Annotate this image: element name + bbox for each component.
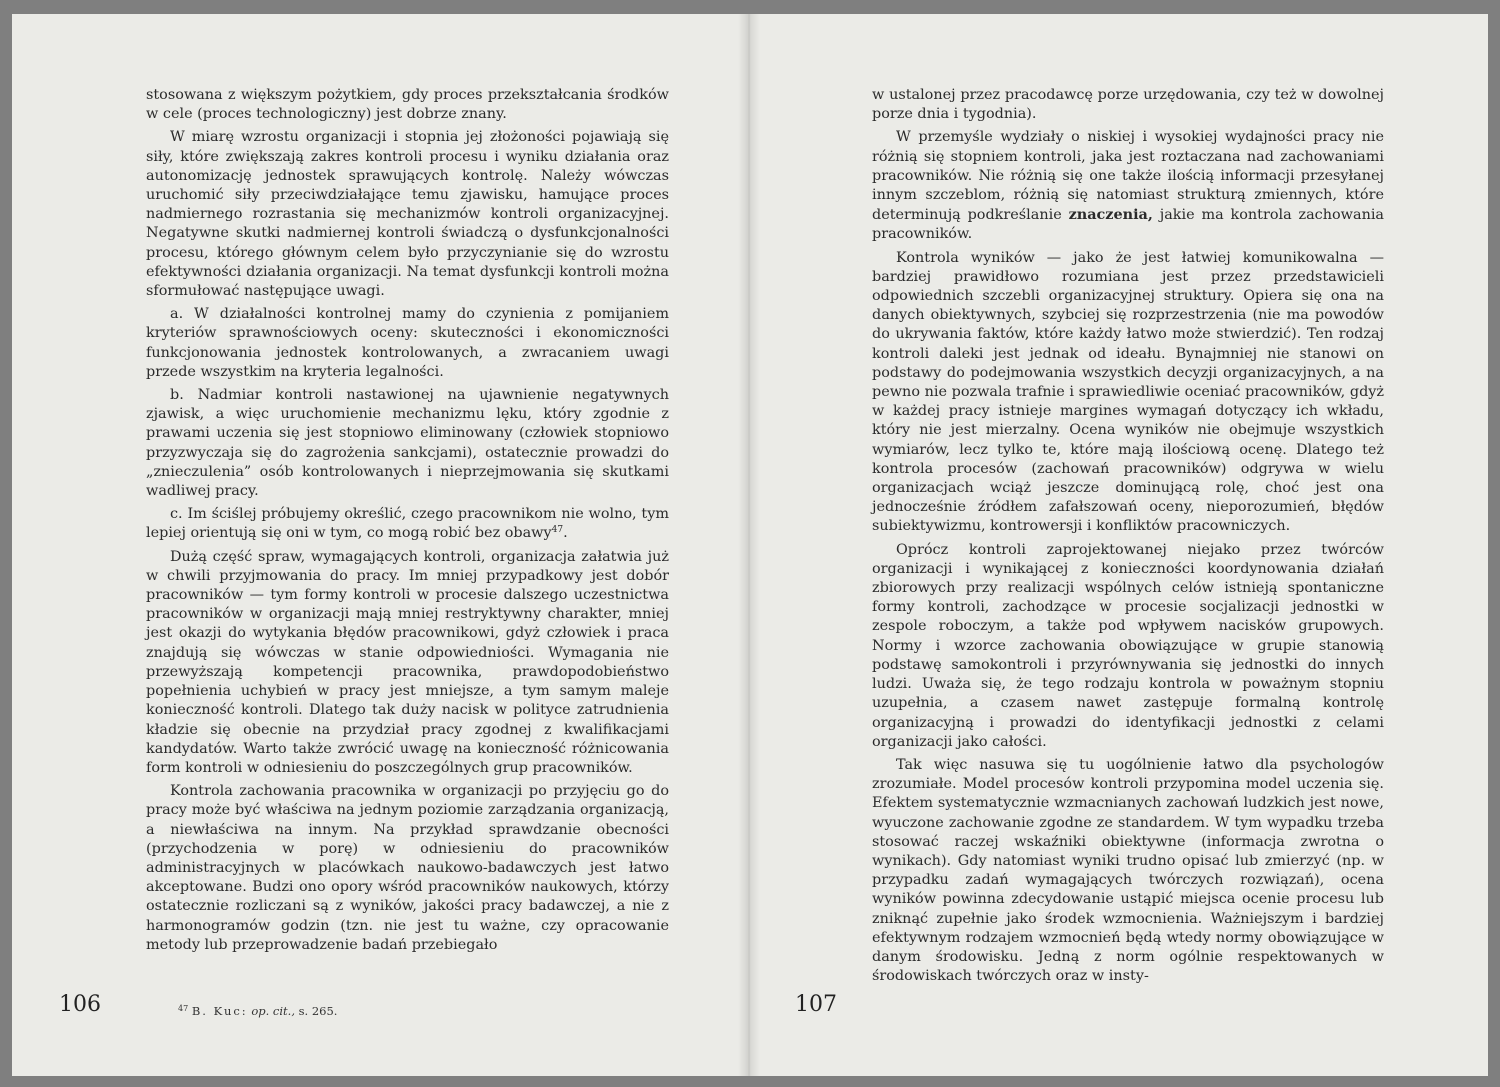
page-number-right: 107 bbox=[795, 992, 837, 1017]
paragraph: stosowana z większym pożytkiem, gdy proces przekształcania środków w cele (proces technologiczny) jest dobrze znany. bbox=[146, 87, 669, 123]
footnote-reference: op. cit., bbox=[251, 1004, 295, 1018]
footnote bbox=[178, 1004, 337, 1018]
book-gutter bbox=[738, 14, 760, 1076]
paragraph: b. Nadmiar kontroli nastawionej na ujawnienie negatywnych zjawisk, a więc uruchomienie mechanizmu lęku, który zgodnie z prawami uczenia się jest stopniowo eliminowany (człowiek stopniowo przyzwyczaja się do zagrożenia sankcjami), ostatecznie prowadzi do „znieczulenia” osób kontrolowanych i nieprzejmowania się skutkami wadliwej pracy. bbox=[146, 387, 669, 500]
paragraph bbox=[872, 128, 1384, 244]
paragraph-text: W przemyśle wydziały o niskiej i wysokiej wydajności pracy nie różnią się stopniem kontroli, jaka jest roztaczana nad zachowaniami pracowników. Nie różnią się one także ilością informacji przesyłanej innym szczeblom, różnią się natomiast strukturą zmiennych, które determinują podkreślanie bbox=[872, 129, 1384, 224]
emphasis-text: znaczenia, bbox=[1068, 206, 1153, 224]
left-page-body bbox=[146, 86, 669, 959]
paragraph-text: c. Im ściślej próbujemy określić, czego pracownikom nie wolno, tym lepiej orientują się oni w tym, co mogą robić bez obawy bbox=[146, 506, 669, 542]
footnote-number: 47 bbox=[178, 1004, 189, 1013]
footnote-mark: 47 bbox=[551, 525, 564, 536]
paragraph: Oprócz kontroli zaprojektowanej niejako przez twórców organizacji i wynikającej z konieczności koordynowania działań zbiorowych przy realizacji wspólnych celów istnieją spontaniczne formy kontroli, zachodzące w procesie socjalizacji jednostki w zespole roboczym, a także pod wpływem nacisków grupowych. Normy i wzorce zachowania obowiązujące w grupie stanowią podstawę samokontroli i przyrównywania się jednostki do innych ludzi. Uważa się, że tego rodzaju kontrola w poważnym stopniu uzupełnia, a czasem nawet zastępuje formalną kontrolę organizacyjną i prowadzi do identyfikacji jednostki z celami organizacji jako całości. bbox=[872, 541, 1384, 750]
page-number-left: 106 bbox=[59, 992, 101, 1017]
paragraph: Kontrola zachowania pracownika w organizacji po przyjęciu go do pracy może być właściwa na jednym poziomie zarządzania organizacją, a niewłaściwa na innym. Na przykład sprawdzanie obecności (przychodzenia w porę) w odniesieniu do pracowników administracyjnych w placówkach naukowo-badawczych jest łatwo akceptowane. Budzi ono opory wśród pracowników naukowych, którzy ostatecznie rozliczani są z wyników, jakości pracy badawczej, a nie z harmonogramów godzin (tzn. nie jest tu ważne, czy opracowanie metody lub przeprowadzenie badań przebiegało bbox=[146, 783, 669, 953]
paragraph: Dużą część spraw, wymagających kontroli, organizacja załatwia już w chwili przyjmowania do pracy. Im mniej przypadkowy jest dobór pracowników — tym formy kontroli w procesie dalszego uczestnictwa pracowników w organizacji mają mniej restryktywny charakter, mniej jest okazji do wytykania błędów pracownikowi, gdyż człowiek i praca znajdują się wówczas w stanie odpowiedniości. Wymagania nie przewyższają kompetencji pracownika, prawdopodobieństwo popełnienia uchybień w pracy jest mniejsze, a tym samym maleje konieczność kontroli. Dlatego tak duży nacisk w polityce zatrudnienia kładzie się obecnie na przydział pracy zgodnej z kwalifikacjami kandydatów. Warto także zwrócić uwagę na konieczność różnicowania form kontroli w odniesieniu do poszczególnych grup pracowników. bbox=[146, 548, 669, 776]
footnote-page: s. 265. bbox=[298, 1004, 338, 1018]
paragraph: Kontrola wyników — jako że jest łatwiej komunikowalna — bardziej prawidłowo rozumiana jest przez przedstawicieli odpowiednich szczebli organizacyjnej struktury. Opiera się ona na danych obiektywnych, szybciej się rozprzestrzenia (nie ma powodów do ukrywania faktów, które każdy łatwo może stwierdzić). Ten rodzaj kontroli daleki jest jednak od ideału. Bynajmniej nie stanowi on podstawy do podejmowania wszystkich decyzji organizacyjnych, a na pewno nie pozwala trafnie i sprawiedliwie oceniać pracowników, gdyż w każdej pracy istnieje margines wymagań dotyczący ich wkładu, który nie jest mierzalny. Ocena wyników nie obejmuje wszystkich wymiarów, lecz tylko te, które mają ilościową ocenę. Dlatego też kontrola procesów (zachowań pracowników) odgrywa w wielu organizacjach wciąż jeszcze dominującą rolę, choć jest ona jednocześnie źródłem zafałszowań oceny, nieporozumień, błędów subiektywizmu, kontrowersji i konfliktów pracowniczych. bbox=[872, 249, 1384, 535]
footnote-author: B. Kuc: bbox=[191, 1004, 248, 1018]
paragraph: a. W działalności kontrolnej mamy do czynienia z pomijaniem kryteriów sprawnościowych oceny: skuteczności i ekonomiczności funkcjonowania jednostek kontrolowanych, a zwracaniem uwagi przede wszystkim na kryteria legalności. bbox=[146, 306, 669, 380]
paragraph: w ustalonej przez pracodawcę porze urzędowania, czy też w dowolnej porze dnia i tygodnia). bbox=[872, 87, 1384, 123]
paragraph: c. Im ściślej próbujemy określić, czego pracownikom nie wolno, tym lepiej orientują się oni w tym, co mogą robić bez obawy$^{47}$. bbox=[146, 506, 669, 542]
right-page-body bbox=[872, 86, 1384, 990]
paragraph-text: jakie ma kontrola zachowania pracowników. bbox=[872, 207, 1385, 243]
paragraph: W miarę wzrostu organizacji i stopnia jej złożoności pojawiają się siły, które zwiększają zakres kontroli procesu i wyniku działania oraz autonomizację jednostek sprawujących kontrolę. Należy wówczas uruchomić siły przeciwdziałające temu zjawisku, hamujące proces nadmiernego rozrastania się mechanizmów kontroli organizacyjnej. Negatywne skutki nadmiernej kontroli świadczą o dysfunkcjonalności procesu, którego głównym celem było przyczynianie się do wzrostu efektywności działania organizacji. Na temat dysfunkcji kontroli można sformułować następujące uwagi. bbox=[146, 129, 669, 300]
paragraph: Tak więc nasuwa się tu uogólnienie łatwo dla psychologów zrozumiałe. Model procesów kontroli przypomina model uczenia się. Efektem systematycznie wzmacnianych zachowań ludzkich jest nowe, wyuczone zachowanie zgodne ze standardem. W tym wypadku trzeba stosować raczej wskaźniki obiektywne (informacja zwrotna o wynikach). Gdy natomiast wyniki trudno opisać lub zmierzyć (np. w przypadku zadań wymagających twórczych rozwiązań), ocena wyników powinna zdecydowanie ustąpić miejsca ocenie procesu lub zniknąć zupełnie jako środek wzmocnienia. Ważniejszym i bardziej efektywnym rodzajem wzmocnień będą wtedy normy obowiązujące w danym środowisku. Jedną z norm ogólnie respektowanych w środowiskach twórczych oraz w insty- bbox=[872, 756, 1384, 985]
